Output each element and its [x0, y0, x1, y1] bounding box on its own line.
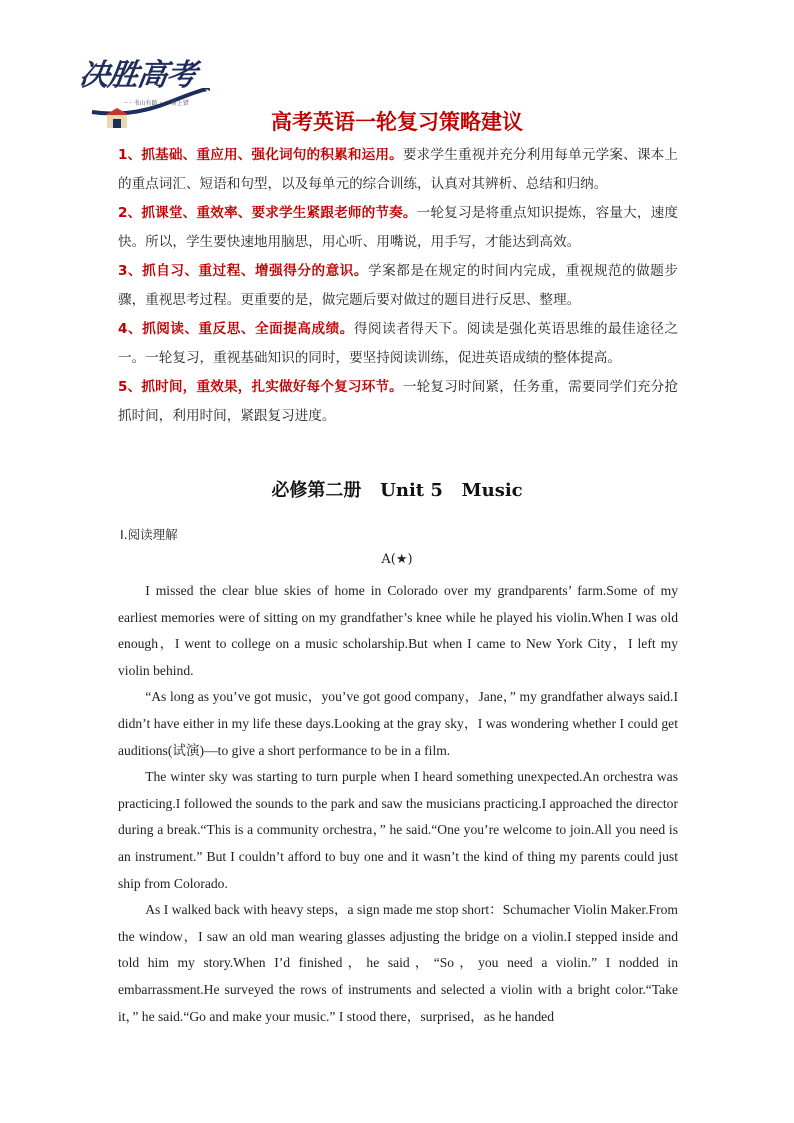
tip-body: 一轮复习时间紧，任务重，需要同学们充分抢抓时间，利用时间，紧跟复习进度。	[118, 379, 679, 424]
tip-highlight: 5、抓时间，重效果，扎实做好每个复习环节。	[118, 379, 403, 395]
tip-item	[118, 315, 678, 373]
tip-highlight: 3、抓自习、重过程、增强得分的意识。	[118, 263, 368, 279]
part-label: Ⅰ.阅读理解	[120, 527, 178, 542]
tip-item	[118, 373, 678, 431]
tip-highlight: 4、抓阅读、重反思、全面提高成绩。	[118, 321, 354, 337]
tip-highlight: 1、抓基础、重应用、强化词句的积累和运用。	[118, 147, 403, 163]
page-title: 高考英语一轮复习策略建议	[271, 110, 523, 134]
paragraph: The winter sky was starting to turn purple when I heard something unexpected.An orchestra was practicing.I followed the sounds to the park and saw the musicians practicing.I approached the director during a break.“This is a community orchestra，” he said.“One you’re welcome to join.All you need is an instrument.” But I couldn’t afford to buy one and it wasn’t the kind of thing my parents could just ship from Colorado.	[118, 769, 678, 891]
tip-body: 要求学生重视并充分利用每单元学案、课本上的重点词汇、短语和句型，以及每单元的综合训练，认真对其辨析、总结和归纳。	[118, 147, 679, 192]
paragraph: I missed the clear blue skies of home in Colorado over my grandparents’ farm.Some of my earliest memories were of sitting on my grandfather’s knee while he played his violin.When I was old enough，I went to college on a music scholarship.But when I came to New York City，I left my violin behind.	[118, 583, 678, 678]
tip-body: 得阅读者得天下。阅读是强化英语思维的最佳途径之一。一轮复习，重视基础知识的同时，要坚持阅读训练，促进英语成绩的整体提高。	[118, 321, 678, 366]
tip-body: 一轮复习是将重点知识提炼，容量大，速度快。所以，学生要快速地用脑思，用心听、用嘴说，用手写，才能达到高效。	[118, 205, 678, 250]
tip-body: 学案都是在规定的时间内完成，重视规范的做题步骤，重视思考过程。更重要的是，做完题后要对做过的题目进行反思、整理。	[118, 263, 679, 308]
passage-label: A(★)	[381, 552, 413, 567]
section-title: 必修第二册 Unit 5 Music	[271, 480, 523, 501]
tip-item	[118, 199, 678, 257]
logo-text: 决胜高考	[77, 58, 198, 93]
tip-highlight: 2、抓课堂、重效率、要求学生紧跟老师的节奏。	[118, 205, 417, 221]
paragraph: “As long as you’ve got music，you’ve got good company，Jane，” my grandfather always said.I didn’t have either in my life these days.Looking at the gray sky，I was wondering whether I could get auditions(试演)—to give a short performance to be in a film.	[118, 689, 678, 758]
reading-passage	[118, 578, 678, 1030]
tip-item	[118, 141, 678, 199]
tips-list	[118, 141, 678, 431]
paragraph: As I walked back with heavy steps，a sign made me stop short：Schumacher Violin Maker.From the window，I saw an old man wearing glasses adjusting the bridge on a violin.I stepped inside and told him my story.When I’d finished，he said，“So，you need a violin.” I nodded in embarrassment.He surveyed the rows of instruments and selected a violin with a bright color.“Take it，” he said.“Go and make your music.” I stood there，surprised，as he handed	[118, 902, 678, 1024]
logo-subtext: ·· · 书山有路 · · · 财上错	[124, 100, 189, 107]
tip-item	[118, 257, 678, 315]
